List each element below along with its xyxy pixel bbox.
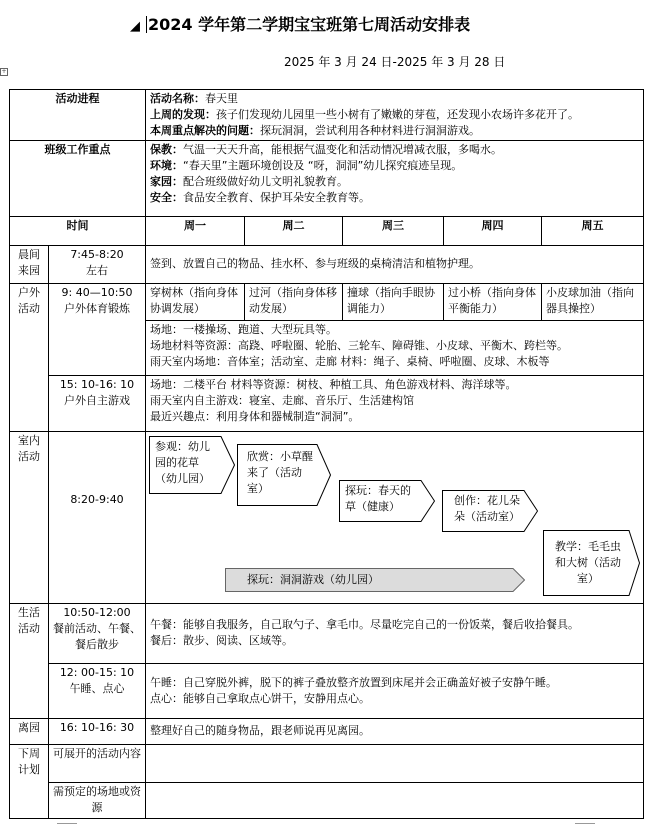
page-corner-mark: [575, 823, 595, 828]
theme-line: 活动名称：春天里: [150, 92, 238, 105]
progress-content: [146, 90, 644, 141]
indoor-step-5: 教学：毛毛虫和大树（活动室）: [543, 530, 640, 596]
triangle-marker-icon: ◢: [130, 19, 140, 34]
outdoor-exercise-days-row: [10, 283, 644, 320]
exercise-thu: 过小桥（指向身体平衡能力）: [444, 283, 542, 320]
day-header-wed: 周三: [343, 216, 444, 245]
indoor-step-3: 探玩：春天的草（健康）: [339, 480, 435, 522]
date-range: 2025 年 3 月 24 日-2025 年 3 月 28 日: [284, 55, 506, 69]
departure-time: 16: 10-16: 30: [49, 718, 146, 744]
exercise-fri: 小皮球加油（指向器具操控）: [542, 283, 644, 320]
next-week-label: 下周计划: [10, 744, 49, 818]
next-week-activities-value[interactable]: [146, 744, 644, 782]
life-meal-content: 午餐：能够自我服务，自己取勺子、拿毛巾。尽量吃完自己的一份饭菜，餐后收拾餐具。 餐后：散步、阅读、区域等。: [146, 603, 644, 663]
next-week-activities-row: [10, 744, 644, 782]
indoor-banner: 探玩：洞洞游戏（幼儿园）: [225, 568, 525, 592]
departure-content: 整理好自己的随身物品，跟老师说再见离园。: [146, 718, 644, 744]
next-week-venue-label: 需预定的场地或资源: [49, 782, 146, 818]
free-play-content: 场地：二楼平台 材料等资源：树枝、种植工具、角色游戏材料、海洋球等。 雨天室内自主游戏：寝室、走廊、音乐厅、生活建构馆 最近兴趣点：利用身体和器械制造“洞洞”。: [146, 375, 644, 431]
indoor-row: [10, 431, 644, 603]
day-header-tue: 周二: [245, 216, 343, 245]
exercise-wed: 撞球（指向手眼协调能力）: [343, 283, 444, 320]
exercise-resources: 场地：一楼操场、跑道、大型玩具等。 场地材料等资源：高跷、呼啦圈、轮胎、三轮车、障碍锥、小皮球、平衡木、跨栏等。 雨天室内场地：音体室；活动室、走廊 材料：绳子、桌椅、呼啦圈、皮球、木板等: [146, 320, 644, 375]
indoor-flow: [146, 431, 644, 603]
theme-name: 春天里: [205, 92, 238, 105]
progress-row: [10, 90, 644, 141]
arrival-label: 晨间来园: [10, 245, 49, 283]
indoor-step-1: 参观：幼儿园的花草（幼儿园）: [149, 436, 235, 494]
day-header-row: [10, 216, 644, 245]
focus-item: 保教：气温一天天升高，能根据气温变化和活动情况增减衣服，多喝水。: [150, 142, 502, 156]
life-nap-content: 午睡：自己穿脱外裤，脱下的裤子叠放整齐放置到床尾并会正确盖好被子安静午睡。 点心：能够自己拿取点心饼干，安静用点心。: [146, 663, 644, 718]
day-header-thu: 周四: [444, 216, 542, 245]
focus-row: [10, 140, 644, 216]
arrival-content: 签到、放置自己的物品、挂水杯、参与班级的桌椅清洁和植物护理。: [146, 245, 644, 283]
life-nap-time: 12: 00-15: 10 午睡、点心: [49, 663, 146, 718]
next-week-venue-value[interactable]: [146, 782, 644, 818]
life-label: 生活活动: [10, 603, 49, 718]
next-week-activities-label: 可展开的活动内容: [49, 744, 146, 782]
focus-item: 家园：配合班级做好幼儿文明礼貌教育。: [150, 174, 348, 188]
departure-row: [10, 718, 644, 744]
outdoor-free-time: 15: 10-16: 10 户外自主游戏: [49, 375, 146, 431]
departure-label: 离园: [10, 718, 49, 744]
focus-content: [146, 140, 644, 216]
focus-item: 安全：食品安全教育、保护耳朵安全教育等。: [150, 190, 370, 204]
time-header: 时间: [10, 216, 146, 245]
life-meal-row: [10, 603, 644, 663]
page-corner-mark: [57, 823, 77, 828]
document-title: [130, 12, 470, 35]
arrival-time: 7:45-8:20 左右: [49, 245, 146, 283]
indoor-time: 8:20-9:40: [49, 431, 146, 603]
arrival-row: [10, 245, 644, 283]
schedule-table: [9, 89, 644, 819]
outdoor-label: 户外活动: [10, 283, 49, 431]
outdoor-free-row: [10, 375, 644, 431]
title-text: 2024 学年第二学期宝宝班第七周活动安排表: [148, 15, 471, 34]
focus-label: 班级工作重点: [10, 140, 146, 216]
indoor-flow-canvas: [146, 432, 643, 602]
focus-item: 环境：“春天里”主题环境创设及 “呀，洞洞”幼儿探究痕迹呈现。: [150, 158, 463, 172]
outdoor-exercise-time: 9: 40—10:50 户外体育锻炼: [49, 283, 146, 375]
last-week-line: 上周的发现：孩子们发现幼儿园里一些小树有了嫩嫩的芽苞，还发现小农场许多花开了。: [150, 107, 579, 121]
next-week-venue-row: [10, 782, 644, 818]
life-meal-time: 10:50-12:00 餐前活动、午餐、餐后散步: [49, 603, 146, 663]
life-nap-row: [10, 663, 644, 718]
indoor-step-2: 欣赏：小草醒来了（活动室）: [237, 444, 331, 506]
text-cursor: [146, 16, 147, 33]
progress-label: 活动进程: [10, 90, 146, 141]
day-header-mon: 周一: [146, 216, 245, 245]
table-move-handle-icon[interactable]: +: [1, 68, 7, 75]
exercise-tue: 过河（指向身体移动发展）: [245, 283, 343, 320]
problem-line: 本周重点解决的问题：探玩洞洞，尝试利用各种材料进行洞洞游戏。: [150, 123, 480, 137]
indoor-step-4: 创作：花儿朵朵（活动室）: [442, 490, 538, 532]
exercise-mon: 穿树林（指向身体协调发展）: [146, 283, 245, 320]
indoor-label: 室内活动: [10, 431, 49, 603]
day-header-fri: 周五: [542, 216, 644, 245]
